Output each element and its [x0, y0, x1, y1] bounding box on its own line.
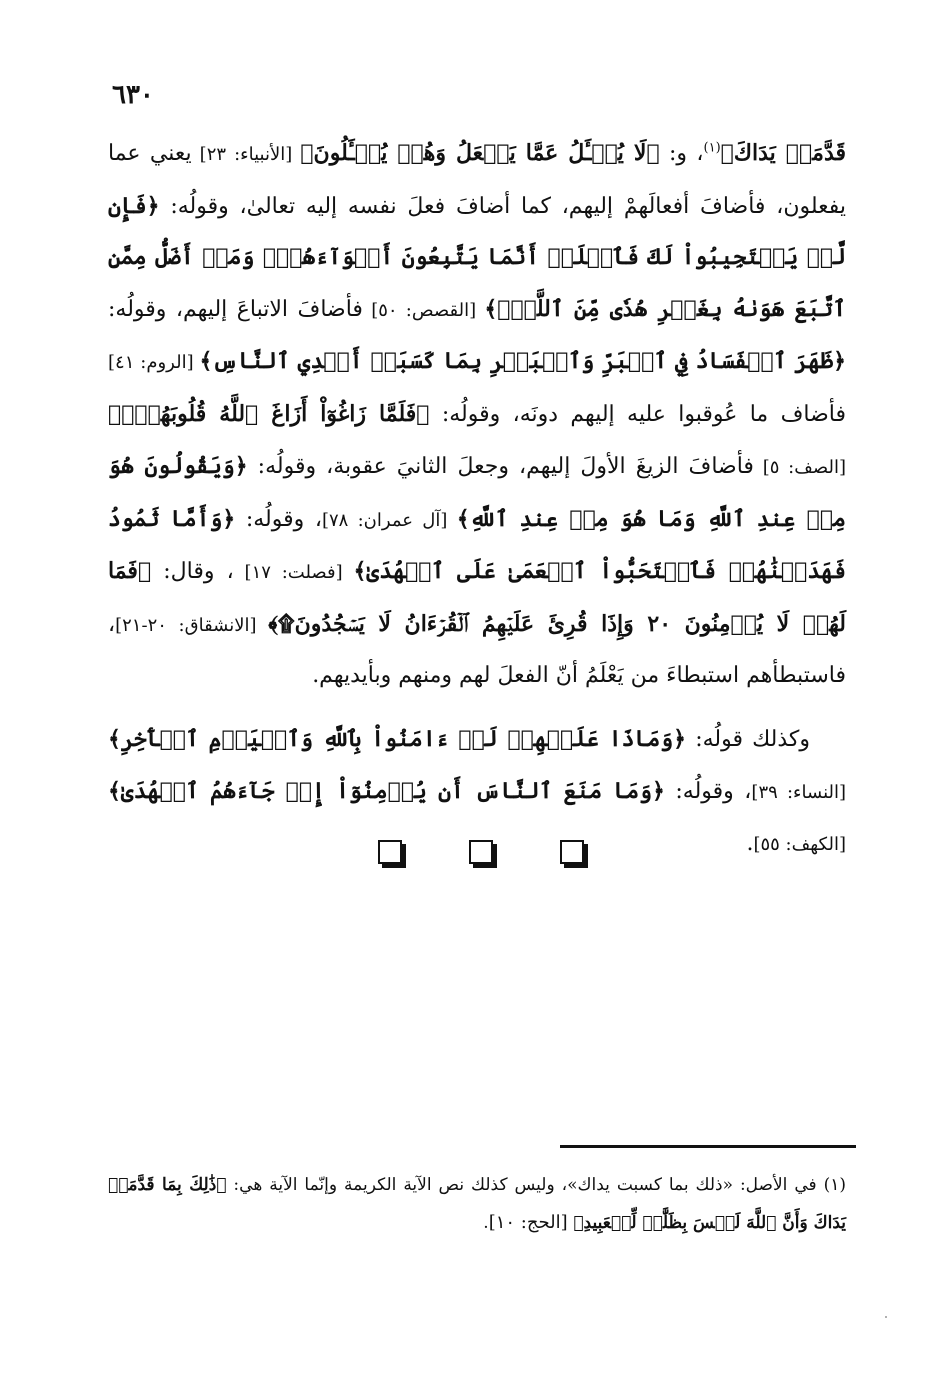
verse-reference: [الأنبياء: ٢٣] — [191, 144, 301, 165]
quran-verse: ﴿لَا يُسۡـَٔلُ عَمَّا يَفۡعَلُ وَهُمۡ يُسۡـَٔلُونَ﴾ — [300, 140, 660, 166]
quran-verse: قَدَّمَتۡ يَدَاكَ﴾ — [720, 140, 847, 166]
square-ornament-icon — [378, 840, 402, 864]
text-run: . — [483, 1213, 489, 1233]
text-run: ، وقولُه: — [235, 506, 322, 532]
verse-reference: [الروم: ٤١] — [108, 352, 200, 373]
verse-reference: [الانشقاق: ٢٠-٢١] — [115, 614, 269, 636]
quran-verse: ﴿فَلَمَّا زَاغُوٓاْ أَزَاغَ ٱللَّهُ قُلُوبَهُمۡۚ﴾ — [108, 400, 430, 427]
text-run: فأضاف ما عُوقبوا عليه إليهم دونَه، وقولُه: — [429, 401, 846, 427]
verse-reference: [فصلت: ١٧] — [233, 562, 354, 583]
footnote-marker: (١) — [703, 140, 721, 156]
quran-verse: ﴿وَيَقُولُونَ هُوَ مِنۡ عِندِ ٱللَّهِ وَمَا هُوَ مِنۡ عِندِ ٱللَّهِ﴾ — [108, 453, 846, 532]
footnote-divider — [560, 1145, 856, 1148]
verse-reference: [النساء: ٣٩] — [751, 782, 847, 803]
quran-verse: ﴿ظَهَرَ ٱلۡفَسَادُ فِي ٱلۡبَرِّ وَٱلۡبَحۡرِ بِمَا كَسَبَتۡ أَيۡدِي ٱلنَّاسِ﴾ — [199, 348, 846, 374]
text-run: ، وقولُه: — [664, 779, 752, 804]
verse-reference: [الكهف: ٥٥] — [753, 833, 846, 855]
text-run: فأضافَ الاتباعَ إليهم، وقولُه: — [108, 296, 363, 322]
footnote-text — [108, 1166, 846, 1242]
verse-reference: [القصص: ٥٠] — [362, 299, 485, 321]
verse-reference: [الصف: ٥] — [753, 457, 846, 478]
quran-verse: ﴿ذَٰلِكَ بِمَا قَدَّمَتۡ يَدَاكَ وَأَنَّ ٱللَّهَ لَيۡسَ بِظَلَّٰمٖ لِّلۡعَبِيدِ﴾ — [108, 1175, 846, 1233]
text-run: وكذلك قولُه: — [686, 726, 810, 752]
text-run: ، و: — [659, 141, 704, 166]
square-ornament-icon — [560, 840, 584, 864]
text-run: ، وقال: — [151, 559, 234, 584]
scan-speck — [885, 1316, 887, 1318]
verse-reference: [الحج: ١٠] — [488, 1212, 574, 1233]
quran-verse: ﴿وَأَمَّا ثَمُودُ فَهَدَيۡنَٰهُمۡ فَٱسۡتَحَبُّواْ ٱلۡعَمَىٰ عَلَى ٱلۡهُدَىٰ﴾ — [108, 505, 846, 584]
section-separator — [378, 836, 584, 872]
quran-verse: ﴿وَمَاذَا عَلَيۡهِمۡ لَوۡ ءَامَنُواْ بِٱللَّهِ وَٱلۡيَوۡمِ ٱلۡأٓخِرِ﴾ — [108, 725, 687, 752]
paragraph-1 — [108, 128, 846, 702]
text-run: (١) في الأصل: «ذلك بما كسبت يداك»، وليس كذلك نص الآية الكريمة وإنّما الآية هي: — [226, 1175, 846, 1195]
text-run: . — [746, 830, 754, 856]
text-run: فأضافَ الزيغَ الأولَ إليهم، وجعلَ الثانيَ عقوبة، وقولُه: — [247, 454, 754, 479]
verse-reference: [آل عمران: ٧٨] — [321, 509, 457, 531]
footnote — [108, 1166, 846, 1242]
text-run: يعني عما يفعلون، فأضافَ أفعالَهمْ إليهم، كما أضافَ فعلَ نفسه إليه تعالىٰ، وقولُه: — [108, 141, 846, 219]
text-run: ، فاستبطأهم استبطاءَ من يَعْلَمُ أنّ الفعلَ لهم ومنهم وبأيديهم. — [108, 611, 846, 688]
square-ornament-icon — [469, 840, 493, 864]
quran-verse: ﴿فَمَا لَهُمۡ لَا يُؤۡمِنُونَ ٢٠ وَإِذَا قُرِئَ عَلَيۡهِمُ ٱلۡقُرۡءَانُ لَا يَسۡجُدُونَ۩﴾ — [108, 558, 847, 637]
quran-verse: ﴿وَمَا مَنَعَ ٱلنَّاسَ أَن يُؤۡمِنُوٓاْ إِذۡ جَآءَهُمُ ٱلۡهُدَىٰ﴾ — [108, 778, 665, 804]
main-text — [108, 128, 846, 870]
quran-verse: ﴿فَإِن لَّمۡ يَسۡتَجِيبُواْ لَكَ فَٱعۡلَمۡ أَنَّمَا يَتَّبِعُونَ أَهۡوَآءَهُمۡۚ وَمَنۡ أَضَلُّ مِمَّنِ ٱتَّبَعَ هَوَىٰهُ بِغَيۡرِ هُدٗى مِّنَ ٱللَّهِۚ﴾ — [108, 192, 846, 322]
page-number: ٦٣٠ — [112, 80, 154, 110]
